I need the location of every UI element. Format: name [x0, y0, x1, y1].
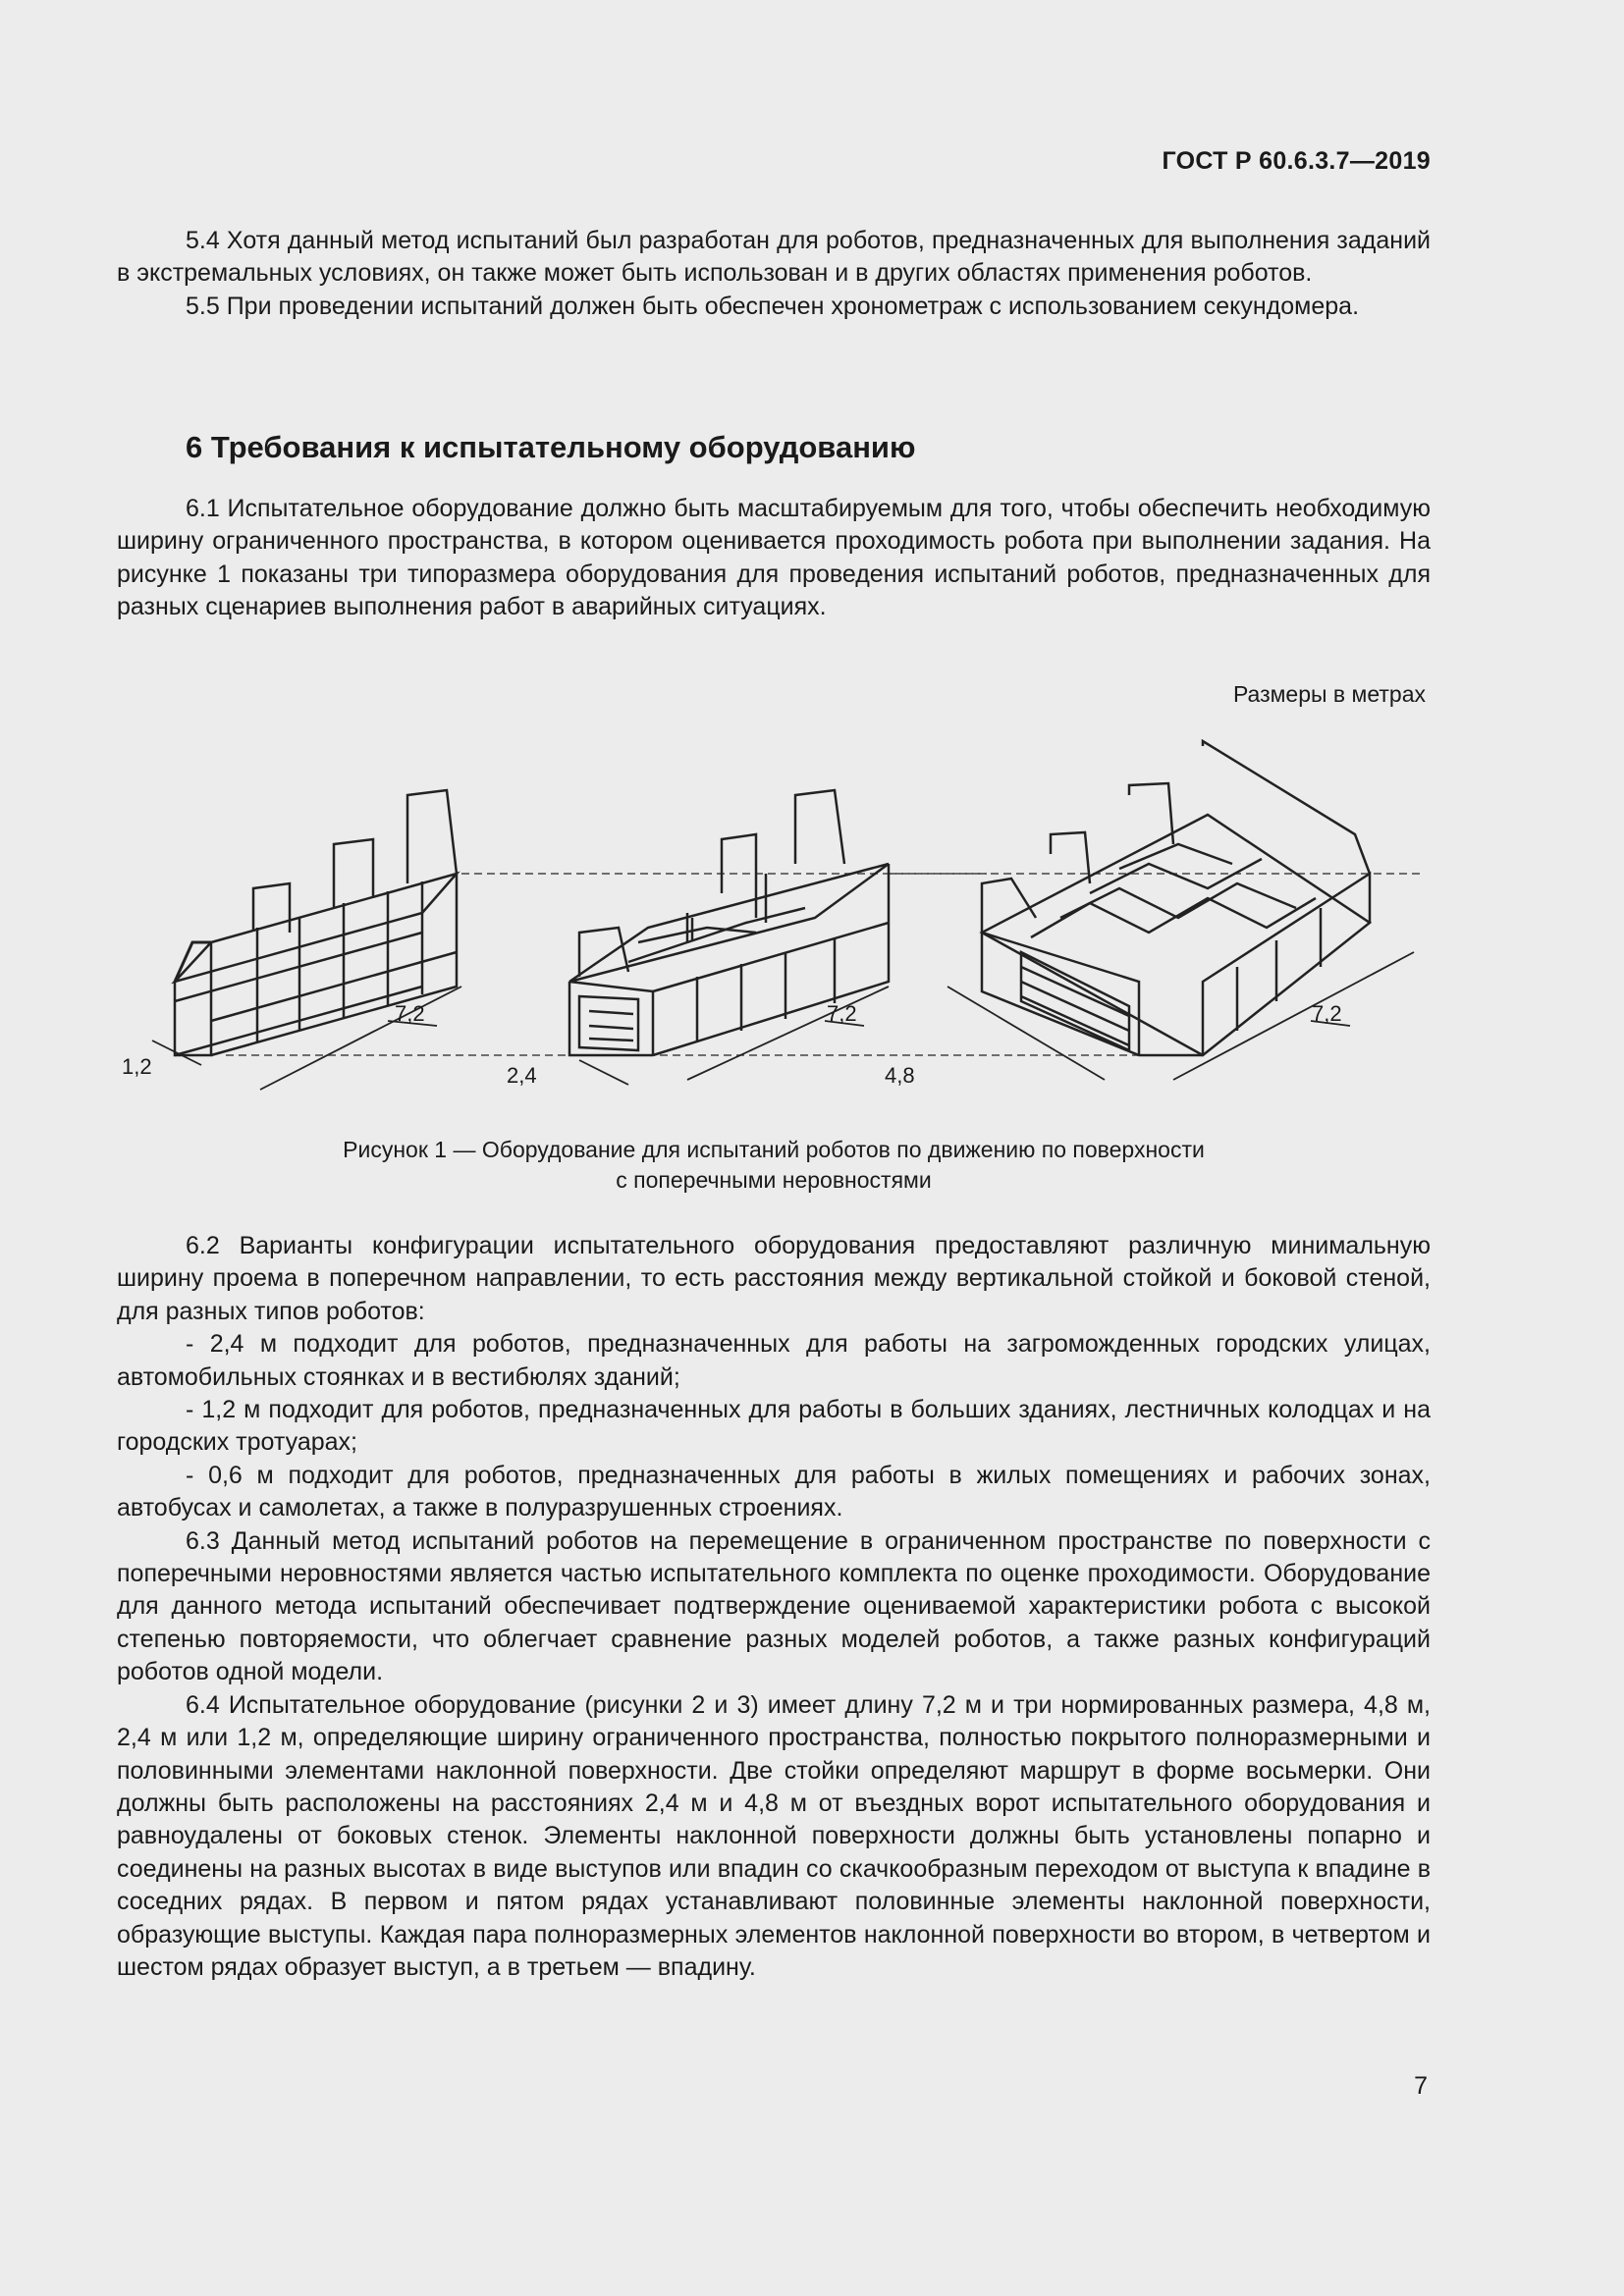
- bullet-item: - 0,6 м подходит для роботов, предназначенных для работы в жилых помещениях и рабочих зонах, автобусах и самолетах, а также в полуразрушенных строениях.: [117, 1461, 1431, 1522]
- figure-units-note: Размеры в метрах: [1232, 681, 1426, 707]
- document-header-id: ГОСТ Р 60.6.3.7—2019: [1162, 147, 1431, 175]
- paragraph-6-3: 6.3 Данный метод испытаний роботов на перемещение в ограниченном пространстве по поверхности с поперечными неровностями является частью испытательного комплекта по оценке проходимости. Оборудование для данного метода испытаний обеспечивает подтверждение оцениваемой характеристики робота с высокой степенью повторяемости, что облегчает сравнение разных моделей роботов, а также разных конфигураций роботов одной модели.: [117, 1526, 1431, 1686]
- dashed-reference-lines: [226, 874, 1424, 1055]
- dim-label-l3: 7,2: [1312, 1001, 1342, 1026]
- dim-label-l1: 7,2: [395, 1001, 425, 1026]
- section-6-1: [117, 493, 1431, 624]
- section-title: 6 Требования к испытательному оборудованию: [186, 430, 916, 464]
- dim-label-l2: 7,2: [827, 1001, 857, 1026]
- dimension-lines: [152, 952, 1414, 1090]
- bullet-item: - 2,4 м подходит для роботов, предназначенных для работы на загроможденных городских улицах, автомобильных стоянках и в вестибюлях зданий;: [117, 1330, 1431, 1391]
- paragraph-5-5: 5.5 При проведении испытаний должен быть обеспечен хронометраж с использованием секундомера.: [186, 292, 1360, 320]
- intro-section: [117, 225, 1431, 323]
- dim-label-w3: 4,8: [885, 1063, 915, 1088]
- paragraph-6-1: 6.1 Испытательное оборудование должно быть масштабируемым для того, чтобы обеспечить необходимую ширину ограниченного пространства, в котором оценивается проходимость робота при выполнении задания. На рисунке 1 показаны три типоразмера оборудования для проведения испытаний роботов, предназначенных для разных сценариев выполнения работ в аварийных ситуациях.: [117, 495, 1431, 621]
- figure-caption-line-2: с поперечными неровностями: [616, 1167, 932, 1193]
- section-6-2-to-6-4: [117, 1230, 1431, 1984]
- paragraph-6-2: 6.2 Варианты конфигурации испытательного оборудования предоставляют различную минимальную ширину проема в поперечном направлении, то есть расстояния между вертикальной стойкой и боковой стеной, для разных типов роботов:: [117, 1232, 1431, 1325]
- dim-label-w1: 1,2: [122, 1054, 152, 1079]
- figure-caption-line-1: Рисунок 1 — Оборудование для испытаний роботов по движению по поверхности: [343, 1137, 1205, 1162]
- figure-caption: [117, 1135, 1431, 1196]
- figure-1-drawing: [98, 726, 1453, 1099]
- dim-label-w2: 2,4: [507, 1063, 537, 1088]
- paragraph-6-4: 6.4 Испытательное оборудование (рисунки 2 и 3) имеет длину 7,2 м и три нормированных размера, 4,8 м, 2,4 м или 1,2 м, определяющие ширину ограниченного пространства, полностью покрытого полноразмерными и половинными элементами наклонной поверхности. Две стойки определяют маршрут в форме восьмерки. Они должны быть расположены на расстояниях 2,4 м и 4,8 м от въездных ворот испытательного оборудования и равноудалены от боковых стенок. Элементы наклонной поверхности должны быть установлены попарно и соединены на разных высотах в виде выступов или впадин со скачкообразным переходом от выступа к впадине в соседних рядах. В первом и пятом рядах устанавливают половинные элементы наклонной поверхности, образующие выступы. Каждая пара полноразмерных элементов наклонной поверхности во втором, в четвертом и шестом рядах образует выступ, а в третьем — впадину.: [117, 1690, 1431, 1981]
- page-number: 7: [1414, 2072, 1428, 2100]
- bullet-item: - 1,2 м подходит для роботов, предназначенных для работы в больших зданиях, лестничных колодцах и на городских тротуарах;: [117, 1396, 1431, 1457]
- paragraph-5-4: 5.4 Хотя данный метод испытаний был разработан для роботов, предназначенных для выполнения заданий в экстремальных условиях, он также может быть использован и в других областях применения роботов.: [117, 227, 1431, 288]
